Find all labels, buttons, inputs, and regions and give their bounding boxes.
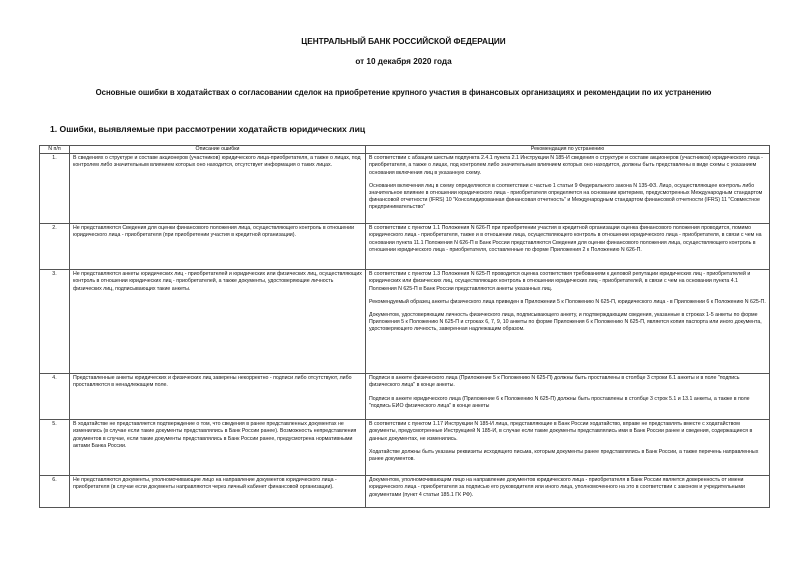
column-header-number: N п/п [40,146,70,154]
recommendation-paragraph: Ходатайстве должны быть указаны реквизиты исходящего письма, которым документы ранее представлялись в Банк России, а также перечень направленных ранее документов. [369,448,759,463]
recommendation-paragraph: В соответствии с пунктом 1.17 Инструкции N 185-И лица, представляющие в Банк России ходатайство, вправе не представлять вместе с ходатайством документы, предусмотренные Инструкцией N 185-И, в случае если такие документы представлялись ими в Банк России ранее и сведения, содержащиеся в данных документах, не изменились. [369,421,753,442]
error-description: Представленные анкеты юридических и физических лиц заверены некорректно - подписи либо отсутствуют, либо проставляются в ненадлежащем поле. [70,374,366,420]
bank-name: ЦЕНТРАЛЬНЫЙ БАНК РОССИЙСКОЙ ФЕДЕРАЦИИ [301,37,506,46]
recommendation-cell [366,374,770,420]
recommendation-cell [366,420,770,476]
row-number: 4. [40,374,70,420]
error-description: Не представляются Сведения для оценки финансового положения лица, осуществляющего контроль в отношении юридического лица - приобретателя (при приобретении участия в кредитной организации). [70,224,366,270]
row-number: 5. [40,420,70,476]
table-row [40,374,770,420]
recommendation-paragraph: Рекомендуемый образец анкеты физического лица приведен в Приложении 5 к Положению N 625-П, юридического лица - в Приложении 6 к Положению N 625-П. [369,298,766,305]
recommendation-cell [366,224,770,270]
error-description: Не представляются анкеты юридических лиц - приобретателей и юридических или физических лиц, осуществляющих контроль в отношении юридических лиц - приобретателей, а также документы, удостоверяющие личность физических лиц, подписывающих такие анкеты. [70,270,366,374]
recommendation-paragraph: В соответствии с абзацем шестым подпункта 2.4.1 пункта 2.1 Инструкции N 185-И сведения о структуре и составе акционеров (участников) юридического лица - приобретателя, а также о лицах, под контролем либо значительным влиянием которых оно находится, должны быть представлены в виде схемы с указанием основания включения лиц в указанную схему. [369,155,763,176]
recommendation-cell [366,154,770,224]
column-header-error: Описание ошибки [70,146,366,154]
recommendation-paragraph: В соответствии с пунктом 1.1 Положения N 626-П при приобретении участия в кредитной организации оценка финансового положения проводится, помимо юридического лица - приобретателя, также и в отношении лица, осуществляющего контроль в отношении юридического лица - приобретателя, в связи с чем на основании пункта 11.1 Положения N 626-П в Банк России представляются Сведения для оценки финансового положения лица, осуществляющего контроль в отношении юридического лица - приобретателя, составленные по форме Приложения 2 к Положению N 626-П. [369,225,762,253]
recommendation-paragraph: В соответствии с пунктом 1.3 Положения N 625-П проводится оценка соответствия требованиям к деловой репутации юридических лиц - приобретателей и юридических или физических лиц, осуществляющих контроль в отношении юридических лиц - приобретателей, в связи с чем на основании пункта 4.1 Положения N 625-П в Банк России представляются анкеты указанных лиц. [369,271,751,292]
section-title: 1. Ошибки, выявляемые при рассмотрении ходатайств юридических лиц [50,124,366,134]
recommendation-paragraph: Основания включения лиц в схему определяются в соответствии с частью 1 статьи 9 Федерального закона N 135-ФЗ. Лицо, осуществляющее контроль либо значительное влияние в отношении юридического лица - приобретателя определяется на основании критериев, предусмотренных Международным стандартом финансовой отчетности (IFRS) 10 "Консолидированная финансовая отчетность" и Международным стандартом финансовой отчетности (IFRS) 11 "Совместное предпринимательство" [369,182,763,211]
table-row [40,420,770,476]
table-header-row [40,146,770,154]
recommendation-paragraph: Подписи в анкете юридического лица (Приложение 6 к Положению N 625-П) должны быть проставлены в столбце 3 строк 5.1 и 13.1 анкеты, а также в поле "подпись ЕИО физического лица" в конце анкеты [369,395,750,409]
row-number: 1. [40,154,70,224]
error-description: В ходатайстве не представляется подтверждение о том, что сведения в ранее представленных документах не изменились (в случае если такие документы представлялись в Банк России ранее). Возможность непредставления документов в случае, если такие документы представлялись в Банк России ранее, предусмотрена нормативными актами Банка России. [70,420,366,476]
errors-table [39,145,770,508]
error-description: В сведениях о структуре и составе акционеров (участников) юридического лица-приобретателя, а также о лицах, под контролем либо значительным влиянием которых оно находится, отсутствует информация о таких лицах. [70,154,366,224]
table-row [40,270,770,374]
document-title: Основные ошибки в ходатайствах о согласовании сделок на приобретение крупного участия в финансовых организациях и рекомендации по их устранению [95,88,712,97]
recommendation-paragraph: Документом, удостоверяющим личность физического лица, подписывающего анкету, и подтверждающим сведения, указанные в строках 1-5 анкеты по форме Приложения 5 к Положению N 625-П и строках 6, 7, 9, 10 анкеты по форме Приложения 6 к Положению N 625-П, является копия паспорта или иного документа, удостоверяющего личность, заверенная надлежащим образом. [369,312,762,333]
column-header-recommendation: Рекомендация по устранению [366,146,770,154]
table-row [40,224,770,270]
table-row [40,154,770,224]
document-date: от 10 декабря 2020 года [355,57,452,66]
recommendation-cell [366,476,770,508]
row-number: 6. [40,476,70,508]
error-description: Не представляются документы, уполномочивающие лицо на направление документов юридического лица - приобретателя (в случае если документы направляются через личный кабинет финансовой организации). [70,476,366,508]
recommendation-cell [366,270,770,374]
row-number: 2. [40,224,70,270]
recommendation-paragraph: Подписи в анкете физического лица (Приложение 5 к Положению N 625-П) должны быть проставлены в столбце 3 строки 6.1 анкеты и в поле "подпись физического лица" в конце анкеты. [369,375,740,389]
table-body [40,154,770,508]
row-number: 3. [40,270,70,374]
recommendation-paragraph: Документом, уполномочивающим лицо на направление документов юридического лица - приобретателя в Банк России является доверенность от имени юридического лица - приобретателя за подписью его руководителя или иного лица, уполномоченного на это в соответствии с законом и учредительными документами (пункт 4 статьи 185.1 ГК РФ). [369,477,745,498]
table-row [40,476,770,508]
